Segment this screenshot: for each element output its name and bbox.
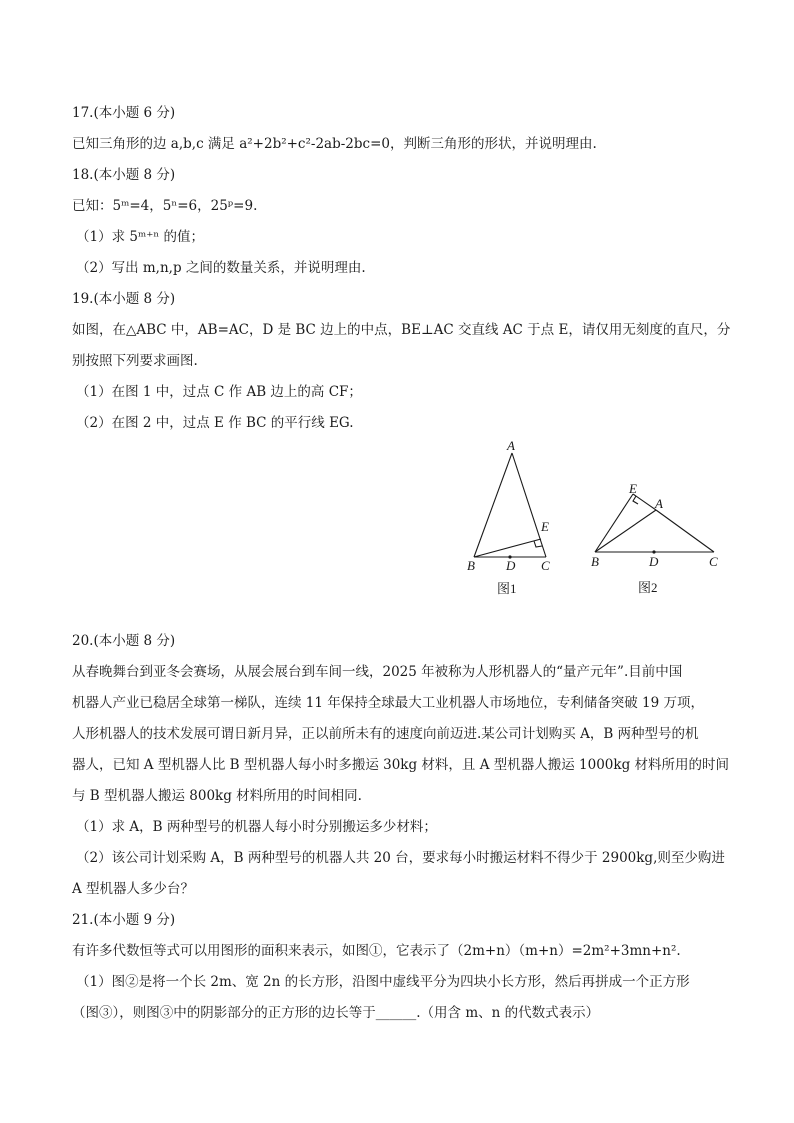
q18-part2: （2）写出 m,n,p 之间的数量关系，并说明理由.	[76, 260, 366, 276]
fig2-label-c: C	[709, 554, 718, 569]
fig2-line-ea	[633, 494, 656, 510]
fig1-label-e: E	[541, 519, 549, 534]
q19-line1: 如图，在△ABC 中，AB=AC，D 是 BC 边上的中点，BE⊥AC 交直线 AC 于点 E，请仅用无刻度的直尺，分	[72, 322, 731, 338]
q17-header: 17.(本小题 6 分)	[72, 105, 176, 121]
q20-part2-line1: （2）该公司计划采购 A，B 两种型号的机器人共 20 台，要求每小时搬运材料不得少于 2900kg,则至少购进	[76, 850, 725, 866]
q20-line-3: 人形机器人的技术发展可谓日新月异，正以前所未有的速度向前迈进.某公司计划购买 A，B 两种型号的机	[72, 726, 699, 742]
q20-line-2: 机器人产业已稳居全球第一梯队，连续 11 年保持全球最大工业机器人市场地位，专利储备突破 19 万项，	[72, 695, 705, 711]
q20-part1: （1）求 A，B 两种型号的机器人每小时分别搬运多少材料；	[76, 819, 437, 835]
q21-part1-line1: （1）图②是将一个长 2m、宽 2n 的长方形，沿图中虚线平分为四块小长方形，然后再拼成一个正方形	[76, 974, 690, 990]
fig1-segment-be	[474, 539, 541, 557]
fig2-side-ac	[656, 510, 714, 552]
fig1-label-b: B	[467, 558, 475, 573]
fig2-segment-be	[595, 494, 633, 552]
q18-header: 18.(本小题 8 分)	[72, 167, 176, 183]
figure-1	[455, 433, 575, 603]
fig1-label-d: D	[506, 558, 516, 573]
q20-line-4: 器人，已知 A 型机器人比 B 型机器人每小时多搬运 30kg 材料，且 A 型机器人搬运 1000kg 材料所用的时间	[72, 757, 730, 773]
q18-part1: （1）求 5ᵐ⁺ⁿ 的值；	[76, 229, 205, 245]
q20-part2-line2: A 型机器人多少台？	[72, 881, 195, 897]
q19-header: 19.(本小题 8 分)	[72, 291, 176, 307]
fig2-side-ba	[595, 510, 656, 552]
q19-line2: 别按照下列要求画图.	[72, 353, 198, 369]
figure-2	[582, 478, 732, 603]
q19-part1: （1）在图 1 中，过点 C 作 AB 边上的高 CF；	[76, 384, 362, 400]
fig2-label-e: E	[629, 481, 637, 496]
fig1-label-c: C	[541, 558, 550, 573]
q21-intro: 有许多代数恒等式可以用图形的面积来表示，如图①，它表示了（2m+n）（m+n）=2m²+3mn+n².	[72, 943, 681, 959]
q17-body: 已知三角形的边 a,b,c 满足 a²+2b²+c²-2ab-2bc=0，判断三角形的形状，并说明理由.	[72, 136, 597, 152]
q20-header: 20.(本小题 8 分)	[72, 633, 176, 649]
q21-part1-line2: （图③），则图③中的阴影部分的正方形的边长等于______.（用含 m、n 的代数式表示）	[72, 1005, 600, 1021]
fig1-side-ac	[512, 453, 546, 557]
fig2-label-d: D	[649, 554, 659, 569]
q21-header: 21.(本小题 9 分)	[72, 912, 176, 928]
fig2-label-b: B	[591, 554, 599, 569]
fig2-label-a: A	[655, 496, 663, 511]
fig1-label-a: A	[507, 438, 515, 453]
q20-line-5: 与 B 型机器人搬运 800kg 材料所用的时间相同.	[72, 788, 362, 804]
q20-line-1: 从春晚舞台到亚冬会赛场，从展会展台到车间一线，2025 年被称为人形机器人的“量产元年”.目前中国	[72, 664, 683, 680]
q18-given: 已知：5ᵐ=4，5ⁿ=6，25ᵖ=9.	[72, 198, 258, 214]
fig2-caption: 图2	[638, 580, 658, 595]
fig1-side-ab	[474, 453, 512, 557]
q19-part2: （2）在图 2 中，过点 E 作 BC 的平行线 EG.	[76, 415, 354, 431]
fig1-caption: 图1	[497, 581, 517, 596]
